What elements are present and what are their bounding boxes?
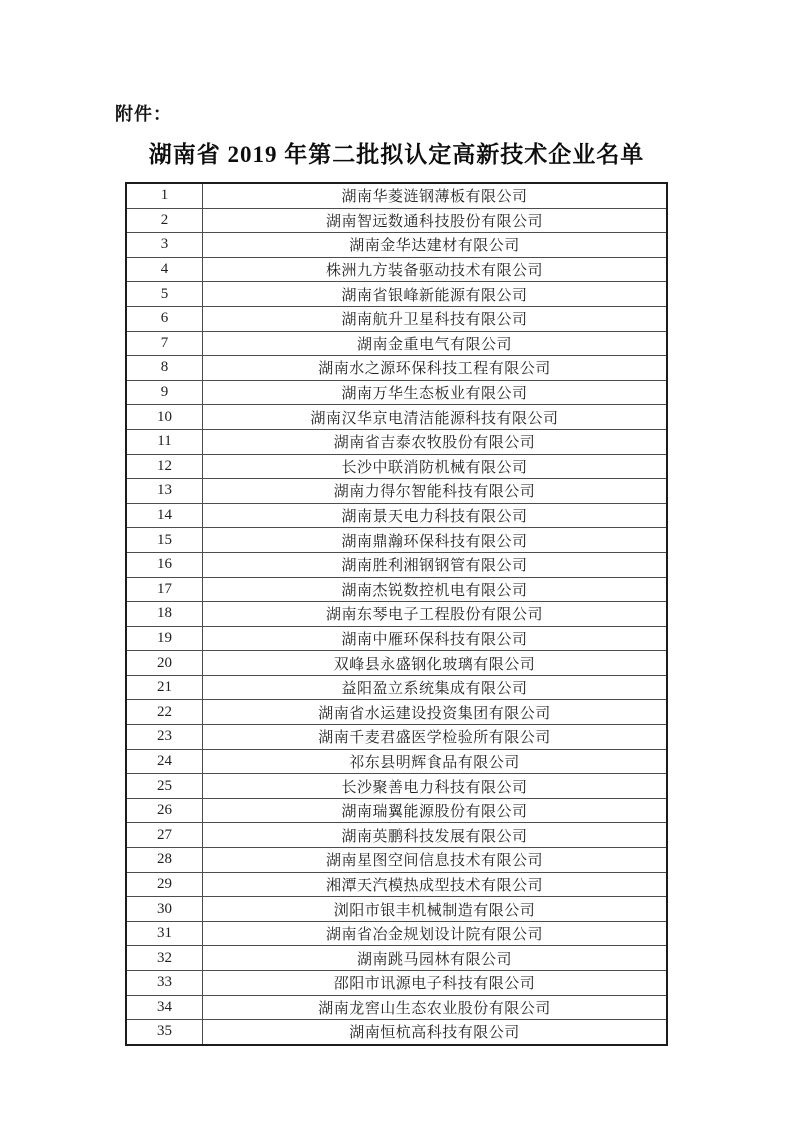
row-number-cell: 32 bbox=[126, 946, 203, 971]
row-number-cell: 34 bbox=[126, 995, 203, 1020]
row-number-cell: 1 bbox=[126, 183, 203, 208]
company-name-cell: 长沙中联消防机械有限公司 bbox=[203, 454, 668, 479]
row-number-cell: 17 bbox=[126, 577, 203, 602]
company-name-cell: 湖南金重电气有限公司 bbox=[203, 331, 668, 356]
company-name-cell: 湖南中雁环保科技有限公司 bbox=[203, 626, 668, 651]
company-name-cell: 湖南景天电力科技有限公司 bbox=[203, 503, 668, 528]
row-number-cell: 30 bbox=[126, 897, 203, 922]
table-row bbox=[126, 749, 667, 774]
table-row bbox=[126, 675, 667, 700]
company-name-cell: 湖南航升卫星科技有限公司 bbox=[203, 306, 668, 331]
row-number-cell: 16 bbox=[126, 552, 203, 577]
row-number-cell: 25 bbox=[126, 774, 203, 799]
company-name-cell: 湖南汉华京电清洁能源科技有限公司 bbox=[203, 405, 668, 430]
row-number-cell: 5 bbox=[126, 282, 203, 307]
row-number-cell: 15 bbox=[126, 528, 203, 553]
row-number-cell: 11 bbox=[126, 429, 203, 454]
row-number-cell: 9 bbox=[126, 380, 203, 405]
company-name-cell: 湖南瑞翼能源股份有限公司 bbox=[203, 798, 668, 823]
company-name-cell: 湖南星图空间信息技术有限公司 bbox=[203, 848, 668, 873]
row-number-cell: 21 bbox=[126, 675, 203, 700]
table-row bbox=[126, 971, 667, 996]
table-row bbox=[126, 1020, 667, 1045]
row-number-cell: 27 bbox=[126, 823, 203, 848]
company-name-cell: 益阳盈立系统集成有限公司 bbox=[203, 675, 668, 700]
company-name-cell: 湖南万华生态板业有限公司 bbox=[203, 380, 668, 405]
row-number-cell: 23 bbox=[126, 725, 203, 750]
company-name-cell: 湘潭天汽模热成型技术有限公司 bbox=[203, 872, 668, 897]
row-number-cell: 19 bbox=[126, 626, 203, 651]
company-name-cell: 双峰县永盛钢化玻璃有限公司 bbox=[203, 651, 668, 676]
table-row bbox=[126, 921, 667, 946]
company-name-cell: 湖南英鹏科技发展有限公司 bbox=[203, 823, 668, 848]
table-row bbox=[126, 577, 667, 602]
row-number-cell: 10 bbox=[126, 405, 203, 430]
companies-table bbox=[125, 182, 668, 1046]
company-name-cell: 浏阳市银丰机械制造有限公司 bbox=[203, 897, 668, 922]
table-row bbox=[126, 405, 667, 430]
table-row bbox=[126, 602, 667, 627]
company-name-cell: 湖南智远数通科技股份有限公司 bbox=[203, 208, 668, 233]
table-row bbox=[126, 872, 667, 897]
row-number-cell: 24 bbox=[126, 749, 203, 774]
table-row bbox=[126, 823, 667, 848]
table-row bbox=[126, 454, 667, 479]
page-title: 湖南省 2019 年第二批拟认定高新技术企业名单 bbox=[148, 142, 645, 167]
company-name-cell: 湖南省水运建设投资集团有限公司 bbox=[203, 700, 668, 725]
company-name-cell: 株洲九方装备驱动技术有限公司 bbox=[203, 257, 668, 282]
row-number-cell: 13 bbox=[126, 479, 203, 504]
company-name-cell: 湖南金华达建材有限公司 bbox=[203, 233, 668, 258]
company-name-cell: 湖南省银峰新能源有限公司 bbox=[203, 282, 668, 307]
table-row bbox=[126, 429, 667, 454]
company-name-cell: 邵阳市讯源电子科技有限公司 bbox=[203, 971, 668, 996]
company-name-cell: 湖南龙窖山生态农业股份有限公司 bbox=[203, 995, 668, 1020]
table-row bbox=[126, 380, 667, 405]
company-name-cell: 湖南水之源环保科技工程有限公司 bbox=[203, 356, 668, 381]
table-row bbox=[126, 995, 667, 1020]
row-number-cell: 6 bbox=[126, 306, 203, 331]
table-row bbox=[126, 282, 667, 307]
table-row bbox=[126, 651, 667, 676]
row-number-cell: 29 bbox=[126, 872, 203, 897]
table-row bbox=[126, 848, 667, 873]
row-number-cell: 22 bbox=[126, 700, 203, 725]
company-name-cell: 湖南鼎瀚环保科技有限公司 bbox=[203, 528, 668, 553]
table-row bbox=[126, 503, 667, 528]
row-number-cell: 31 bbox=[126, 921, 203, 946]
table-row bbox=[126, 208, 667, 233]
company-name-cell: 湖南胜利湘钢钢管有限公司 bbox=[203, 552, 668, 577]
company-name-cell: 湖南省冶金规划设计院有限公司 bbox=[203, 921, 668, 946]
company-name-cell: 祁东县明辉食品有限公司 bbox=[203, 749, 668, 774]
table-row bbox=[126, 700, 667, 725]
companies-table-body bbox=[126, 183, 667, 1045]
table-row bbox=[126, 798, 667, 823]
company-name-cell: 湖南千麦君盛医学检验所有限公司 bbox=[203, 725, 668, 750]
row-number-cell: 3 bbox=[126, 233, 203, 258]
table-row bbox=[126, 306, 667, 331]
row-number-cell: 20 bbox=[126, 651, 203, 676]
table-row bbox=[126, 479, 667, 504]
table-row bbox=[126, 233, 667, 258]
table-row bbox=[126, 552, 667, 577]
company-name-cell: 湖南恒杭高科技有限公司 bbox=[203, 1020, 668, 1045]
table-row bbox=[126, 528, 667, 553]
company-name-cell: 湖南跳马园林有限公司 bbox=[203, 946, 668, 971]
company-name-cell: 湖南力得尔智能科技有限公司 bbox=[203, 479, 668, 504]
row-number-cell: 28 bbox=[126, 848, 203, 873]
row-number-cell: 7 bbox=[126, 331, 203, 356]
company-name-cell: 湖南省吉泰农牧股份有限公司 bbox=[203, 429, 668, 454]
row-number-cell: 18 bbox=[126, 602, 203, 627]
company-name-cell: 湖南华菱涟钢薄板有限公司 bbox=[203, 183, 668, 208]
table-row bbox=[126, 626, 667, 651]
company-name-cell: 长沙聚善电力科技有限公司 bbox=[203, 774, 668, 799]
table-row bbox=[126, 725, 667, 750]
row-number-cell: 4 bbox=[126, 257, 203, 282]
row-number-cell: 14 bbox=[126, 503, 203, 528]
table-row bbox=[126, 897, 667, 922]
row-number-cell: 8 bbox=[126, 356, 203, 381]
attachment-label: 附件： bbox=[115, 104, 172, 124]
company-name-cell: 湖南东琴电子工程股份有限公司 bbox=[203, 602, 668, 627]
row-number-cell: 35 bbox=[126, 1020, 203, 1045]
table-row bbox=[126, 946, 667, 971]
table-row bbox=[126, 356, 667, 381]
table-row bbox=[126, 331, 667, 356]
company-name-cell: 湖南杰锐数控机电有限公司 bbox=[203, 577, 668, 602]
table-row bbox=[126, 774, 667, 799]
row-number-cell: 33 bbox=[126, 971, 203, 996]
table-row bbox=[126, 257, 667, 282]
row-number-cell: 26 bbox=[126, 798, 203, 823]
table-row bbox=[126, 183, 667, 208]
row-number-cell: 2 bbox=[126, 208, 203, 233]
row-number-cell: 12 bbox=[126, 454, 203, 479]
